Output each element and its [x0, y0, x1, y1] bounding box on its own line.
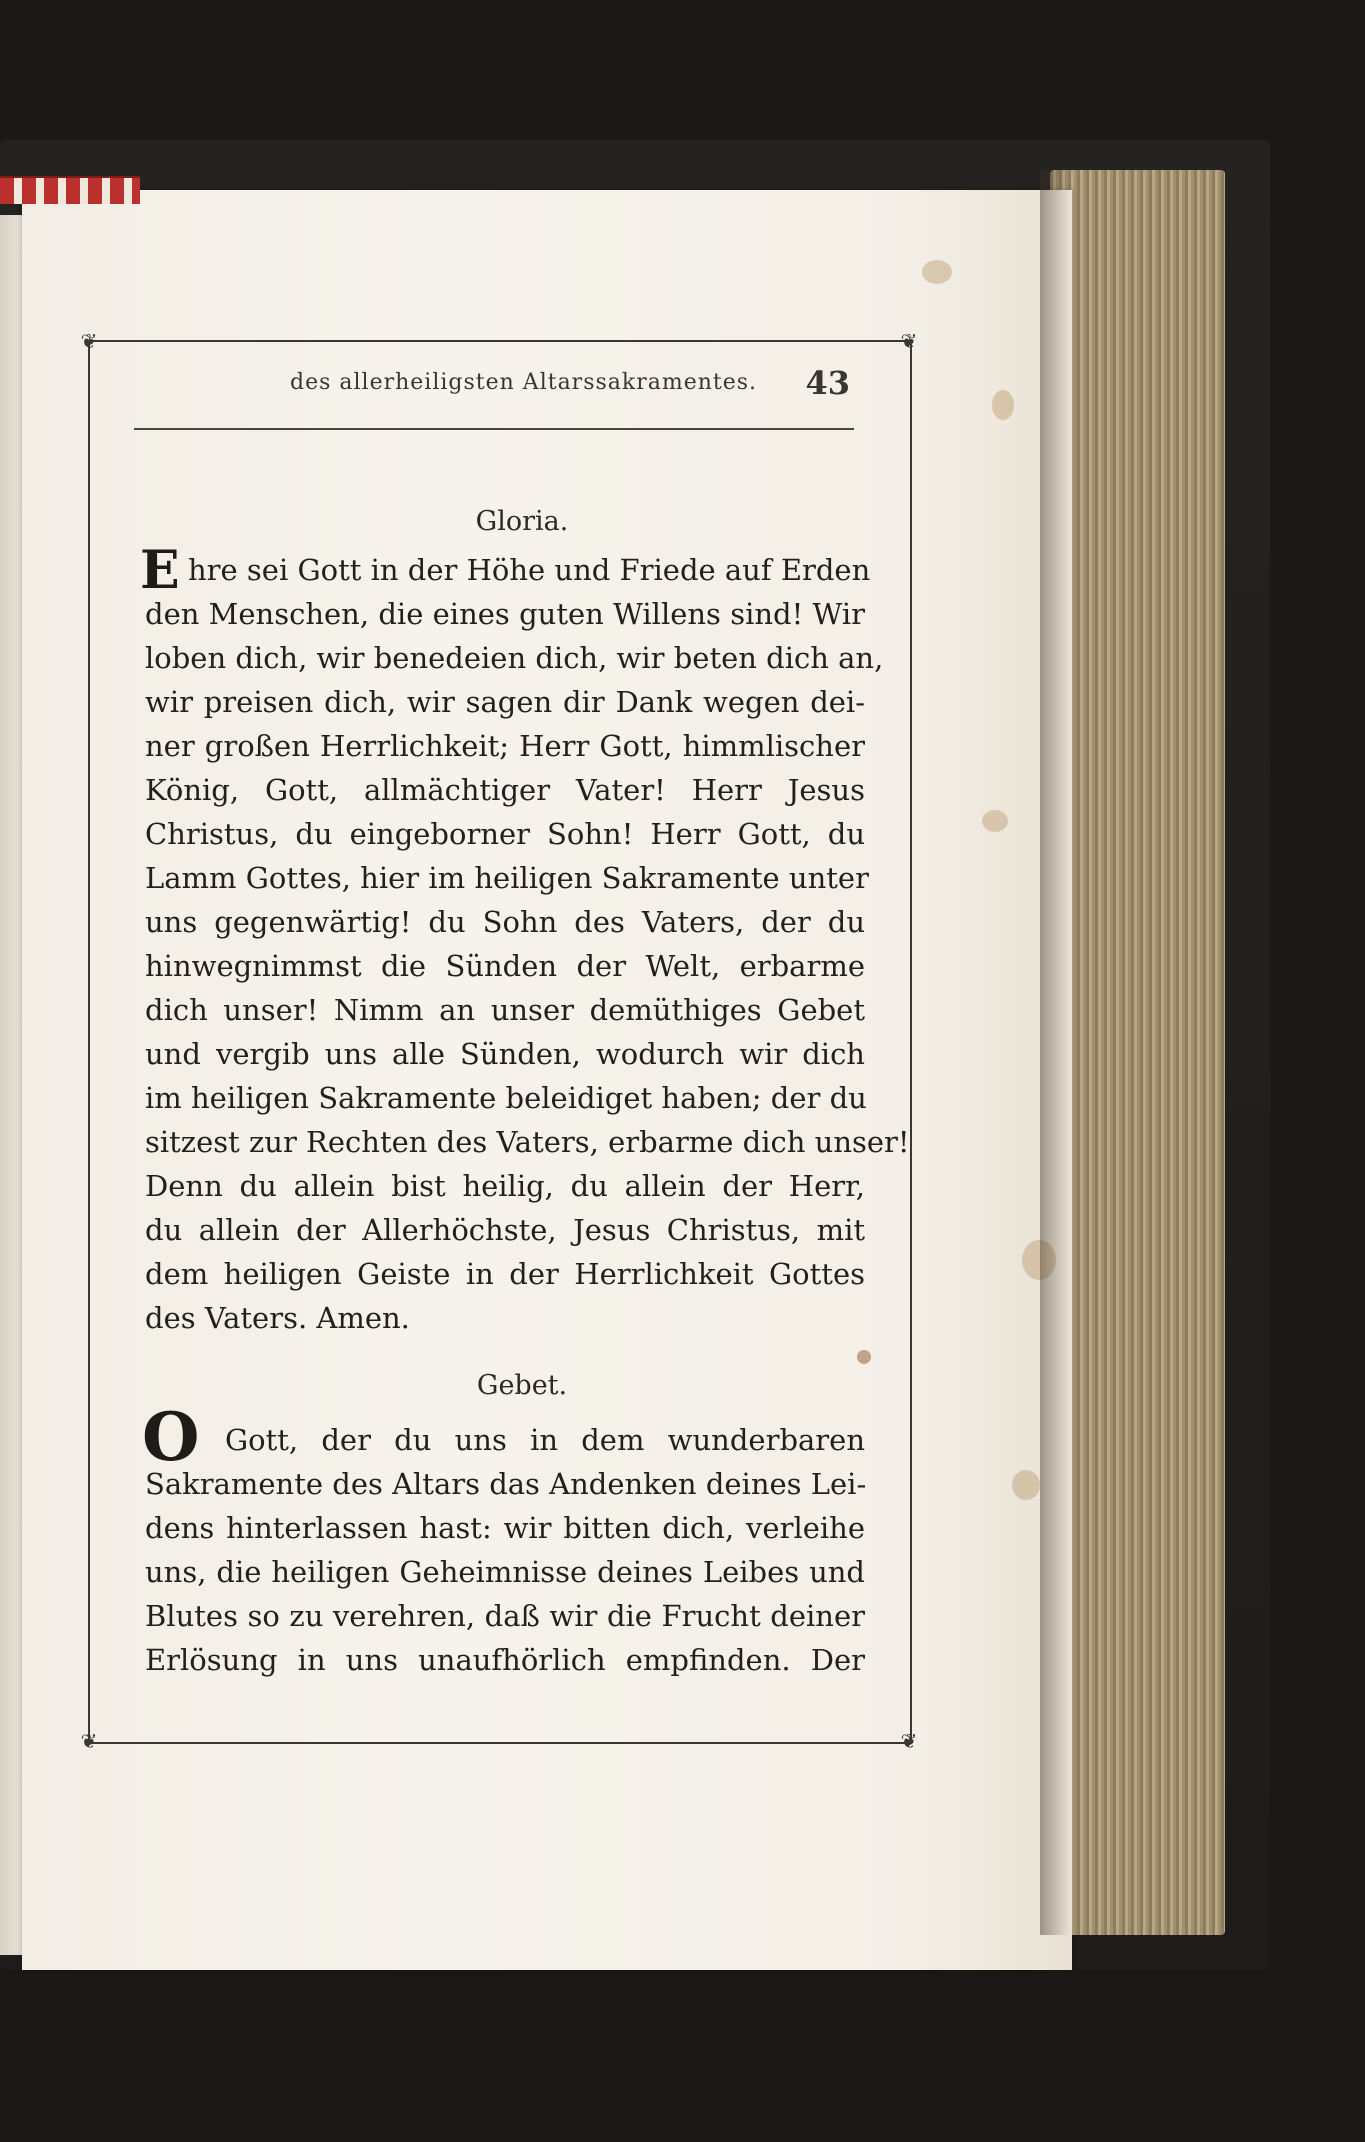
text-line: uns gegenwärtig! du Sohn des Vaters, der du — [145, 905, 865, 939]
text-line: Christus, du eingeborner Sohn! Herr Gott, du — [145, 817, 865, 851]
text-line: Denn du allein bist heilig, du allein der Herr, — [145, 1169, 865, 1203]
text-line: ner großen Herrlichkeit; Herr Gott, himmlischer — [145, 729, 865, 763]
text-line: im heiligen Sakramente beleidiget haben; der du — [145, 1081, 867, 1115]
section-title-gebet: Gebet. — [476, 1370, 568, 1401]
text-line: dem heiligen Geiste in der Herrlichkeit Gottes — [145, 1257, 865, 1291]
text-line: loben dich, wir benedeien dich, wir beten dich an, — [145, 641, 884, 675]
text-line: hinwegnimmst die Sünden der Welt, erbarme — [145, 949, 865, 983]
text-line: sitzest zur Rechten des Vaters, erbarme dich unser! — [145, 1125, 910, 1159]
header-rule — [134, 428, 854, 430]
text-line: uns, die heiligen Geheimnisse deines Leibes und — [145, 1555, 865, 1589]
text-line: und vergib uns alle Sünden, wodurch wir dich — [145, 1037, 865, 1071]
text-line: Lamm Gottes, hier im heiligen Sakramente unter — [145, 861, 869, 895]
text-line: Gott, der du uns in dem wunderbaren — [225, 1423, 865, 1457]
running-head — [140, 366, 860, 406]
frame-corner-ornament-icon: ❦ — [900, 1729, 918, 1753]
text-line: Sakramente des Altars das Andenken deines Lei- — [145, 1467, 867, 1501]
text-line: dens hinterlassen hast: wir bitten dich, verleihe — [145, 1511, 865, 1545]
text-line: dich unser! Nimm an unser demüthiges Gebet — [145, 993, 865, 1027]
text-line: Blutes so zu verehren, daß wir die Frucht deiner — [145, 1599, 865, 1633]
frame-corner-ornament-icon: ❦ — [80, 1729, 98, 1753]
text-line: du allein der Allerhöchste, Jesus Christus, mit — [145, 1213, 865, 1247]
gutter-shadow — [1040, 170, 1070, 1935]
text-line: Erlösung in uns unaufhörlich empfinden. Der — [145, 1643, 865, 1677]
dropcap-gebet: O — [142, 1398, 200, 1476]
text-line: des Vaters. Amen. — [145, 1301, 410, 1335]
text-line: wir preisen dich, wir sagen dir Dank wegen dei- — [145, 685, 865, 719]
frame-corner-ornament-icon: ❦ — [900, 329, 918, 353]
text-line: den Menschen, die eines guten Willens sind! Wir — [145, 597, 865, 631]
running-title: des allerheiligsten Altarssakramentes. — [290, 370, 758, 395]
section-title-gloria: Gloria. — [475, 506, 569, 537]
dropcap-gloria: E — [140, 540, 180, 601]
frame-corner-ornament-icon: ❦ — [80, 329, 98, 353]
bookmark-ribbon — [0, 176, 140, 204]
text-line: hre sei Gott in der Höhe und Friede auf Erden — [188, 553, 871, 587]
page-number: 43 — [805, 364, 850, 402]
text-line: König, Gott, allmächtiger Vater! Herr Jesus — [145, 773, 865, 807]
page-block-edges — [1050, 170, 1225, 1935]
